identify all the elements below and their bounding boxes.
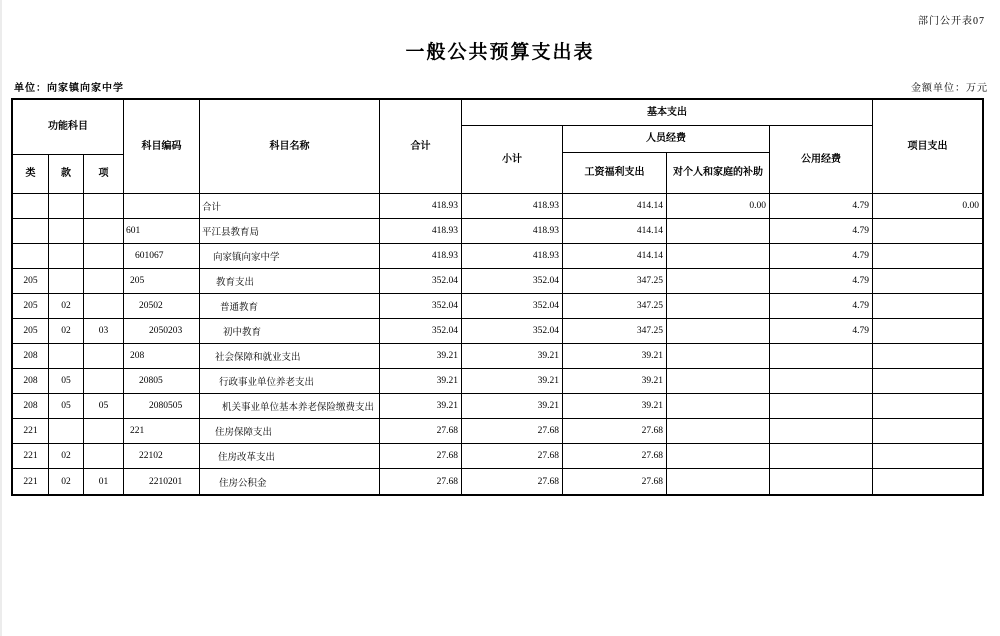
header-personnel-funds: 人员经费	[563, 126, 770, 153]
header-basic-expenditure: 基本支出	[462, 100, 873, 126]
cell-project-expenditure	[873, 469, 982, 494]
header-item: 项	[84, 155, 124, 194]
cell-salary-welfare: 347.25	[563, 269, 667, 294]
cell-total: 27.68	[380, 444, 462, 469]
cell-personal-family-subsidy	[667, 344, 770, 369]
cell-project-expenditure	[873, 294, 982, 319]
cell-item	[84, 294, 124, 319]
cell-section	[49, 419, 84, 444]
cell-public-funds	[770, 469, 873, 494]
cell-project-expenditure	[873, 319, 982, 344]
cell-item	[84, 344, 124, 369]
cell-subtotal: 39.21	[462, 369, 563, 394]
cell-public-funds: 4.79	[770, 194, 873, 219]
table-row	[13, 219, 982, 244]
cell-section	[49, 219, 84, 244]
cell-subtotal: 352.04	[462, 294, 563, 319]
cell-subject-name: 教育支出	[200, 269, 380, 294]
cell-salary-welfare: 347.25	[563, 319, 667, 344]
table-row	[13, 294, 982, 319]
cell-personal-family-subsidy	[667, 394, 770, 419]
unit-label: 单位：向家镇向家中学	[14, 83, 124, 94]
header-subject-code: 科目编码	[124, 100, 200, 194]
cell-total: 418.93	[380, 194, 462, 219]
cell-personal-family-subsidy	[667, 444, 770, 469]
header-section: 款	[49, 155, 84, 194]
cell-total: 39.21	[380, 369, 462, 394]
cell-project-expenditure	[873, 444, 982, 469]
cell-personal-family-subsidy	[667, 219, 770, 244]
cell-item	[84, 194, 124, 219]
cell-public-funds: 4.79	[770, 319, 873, 344]
cell-section	[49, 244, 84, 269]
table-row	[13, 419, 982, 444]
cell-section: 02	[49, 294, 84, 319]
cell-salary-welfare: 27.68	[563, 469, 667, 494]
cell-item	[84, 244, 124, 269]
cell-salary-welfare: 39.21	[563, 369, 667, 394]
page-left-edge	[0, 0, 2, 636]
cell-public-funds	[770, 394, 873, 419]
table-row	[13, 319, 982, 344]
cell-subtotal: 418.93	[462, 244, 563, 269]
cell-category: 205	[13, 319, 49, 344]
table-row	[13, 444, 982, 469]
cell-total: 418.93	[380, 219, 462, 244]
amount-unit-label: 金额单位：万元	[911, 83, 988, 94]
cell-total: 39.21	[380, 344, 462, 369]
cell-subject-name: 向家镇向家中学	[200, 244, 380, 269]
cell-section: 02	[49, 444, 84, 469]
cell-section: 02	[49, 319, 84, 344]
header-category: 类	[13, 155, 49, 194]
cell-item: 05	[84, 394, 124, 419]
cell-subtotal: 352.04	[462, 319, 563, 344]
cell-subject-code: 208	[124, 344, 200, 369]
cell-project-expenditure: 0.00	[873, 194, 982, 219]
cell-subject-name: 行政事业单位养老支出	[200, 369, 380, 394]
header-salary-welfare: 工资福利支出	[563, 153, 667, 194]
cell-personal-family-subsidy	[667, 244, 770, 269]
cell-category: 221	[13, 444, 49, 469]
table-row	[13, 469, 982, 494]
cell-salary-welfare: 414.14	[563, 219, 667, 244]
cell-salary-welfare: 414.14	[563, 244, 667, 269]
cell-category: 205	[13, 269, 49, 294]
cell-item	[84, 269, 124, 294]
cell-subject-code: 2050203	[124, 319, 200, 344]
cell-subject-code: 2210201	[124, 469, 200, 494]
budget-table	[11, 98, 984, 496]
cell-project-expenditure	[873, 419, 982, 444]
cell-subtotal: 27.68	[462, 469, 563, 494]
cell-subject-code	[124, 194, 200, 219]
personnel-funds-subrow	[563, 153, 770, 194]
cell-category: 208	[13, 344, 49, 369]
table-body	[13, 194, 982, 494]
cell-category: 205	[13, 294, 49, 319]
functional-subject-group	[13, 100, 124, 194]
cell-section	[49, 269, 84, 294]
cell-subtotal: 27.68	[462, 444, 563, 469]
cell-personal-family-subsidy	[667, 369, 770, 394]
page-title: 一般公共预算支出表	[405, 42, 595, 63]
doc-tag: 部门公开表07	[918, 16, 985, 27]
cell-item	[84, 219, 124, 244]
cell-subtotal: 27.68	[462, 419, 563, 444]
table-row	[13, 194, 982, 219]
cell-category	[13, 244, 49, 269]
category-section-item-row	[13, 155, 124, 194]
cell-personal-family-subsidy	[667, 319, 770, 344]
cell-salary-welfare: 414.14	[563, 194, 667, 219]
cell-personal-family-subsidy	[667, 419, 770, 444]
cell-salary-welfare: 39.21	[563, 394, 667, 419]
cell-personal-family-subsidy: 0.00	[667, 194, 770, 219]
cell-public-funds	[770, 419, 873, 444]
cell-item	[84, 444, 124, 469]
table-header	[13, 100, 982, 194]
cell-public-funds: 4.79	[770, 294, 873, 319]
table-row	[13, 244, 982, 269]
cell-category: 208	[13, 369, 49, 394]
cell-category: 208	[13, 394, 49, 419]
cell-subtotal: 39.21	[462, 344, 563, 369]
cell-personal-family-subsidy	[667, 294, 770, 319]
cell-subtotal: 418.93	[462, 194, 563, 219]
cell-item: 03	[84, 319, 124, 344]
cell-project-expenditure	[873, 369, 982, 394]
header-functional-subject: 功能科目	[13, 100, 124, 155]
cell-subject-name: 住房改革支出	[200, 444, 380, 469]
cell-salary-welfare: 27.68	[563, 444, 667, 469]
cell-subject-name: 住房公积金	[200, 469, 380, 494]
cell-subtotal: 352.04	[462, 269, 563, 294]
cell-subject-code: 20805	[124, 369, 200, 394]
cell-subject-code: 601067	[124, 244, 200, 269]
cell-subject-code: 2080505	[124, 394, 200, 419]
basic-expenditure-group	[462, 100, 873, 194]
cell-total: 39.21	[380, 394, 462, 419]
cell-total: 27.68	[380, 469, 462, 494]
cell-project-expenditure	[873, 244, 982, 269]
cell-subject-name: 平江县教育局	[200, 219, 380, 244]
table-row	[13, 344, 982, 369]
cell-subject-name: 社会保障和就业支出	[200, 344, 380, 369]
cell-personal-family-subsidy	[667, 269, 770, 294]
header-project-expenditure: 项目支出	[873, 100, 982, 194]
basic-expenditure-subrow	[462, 126, 873, 194]
cell-item	[84, 419, 124, 444]
cell-personal-family-subsidy	[667, 469, 770, 494]
cell-item	[84, 369, 124, 394]
cell-total: 27.68	[380, 419, 462, 444]
cell-category: 221	[13, 419, 49, 444]
cell-section: 05	[49, 394, 84, 419]
cell-section	[49, 344, 84, 369]
cell-subject-name: 普通教育	[200, 294, 380, 319]
cell-total: 352.04	[380, 294, 462, 319]
cell-project-expenditure	[873, 394, 982, 419]
cell-salary-welfare: 39.21	[563, 344, 667, 369]
cell-subject-code: 221	[124, 419, 200, 444]
table-row	[13, 269, 982, 294]
cell-subject-name: 合计	[200, 194, 380, 219]
cell-public-funds	[770, 344, 873, 369]
cell-project-expenditure	[873, 344, 982, 369]
header-personal-family-subsidy: 对个人和家庭的补助	[667, 153, 770, 194]
cell-category	[13, 219, 49, 244]
table-row	[13, 394, 982, 419]
header-subject-name: 科目名称	[200, 100, 380, 194]
cell-subtotal: 418.93	[462, 219, 563, 244]
cell-subject-code: 20502	[124, 294, 200, 319]
cell-subject-code: 22102	[124, 444, 200, 469]
cell-section: 05	[49, 369, 84, 394]
cell-project-expenditure	[873, 269, 982, 294]
header-subtotal: 小计	[462, 126, 563, 194]
cell-section	[49, 194, 84, 219]
cell-total: 352.04	[380, 269, 462, 294]
cell-section: 02	[49, 469, 84, 494]
cell-total: 418.93	[380, 244, 462, 269]
cell-subject-name: 机关事业单位基本养老保险缴费支出	[200, 394, 380, 419]
cell-subtotal: 39.21	[462, 394, 563, 419]
header-public-funds: 公用经费	[770, 126, 873, 194]
cell-subject-name: 初中教育	[200, 319, 380, 344]
cell-total: 352.04	[380, 319, 462, 344]
cell-salary-welfare: 27.68	[563, 419, 667, 444]
cell-subject-code: 601	[124, 219, 200, 244]
cell-subject-code: 205	[124, 269, 200, 294]
cell-subject-name: 住房保障支出	[200, 419, 380, 444]
cell-public-funds	[770, 444, 873, 469]
cell-public-funds: 4.79	[770, 244, 873, 269]
cell-item: 01	[84, 469, 124, 494]
personnel-funds-group	[563, 126, 770, 194]
cell-public-funds: 4.79	[770, 219, 873, 244]
cell-public-funds: 4.79	[770, 269, 873, 294]
header-total: 合计	[380, 100, 462, 194]
table-row	[13, 369, 982, 394]
cell-project-expenditure	[873, 219, 982, 244]
cell-category	[13, 194, 49, 219]
cell-category: 221	[13, 469, 49, 494]
cell-salary-welfare: 347.25	[563, 294, 667, 319]
cell-public-funds	[770, 369, 873, 394]
